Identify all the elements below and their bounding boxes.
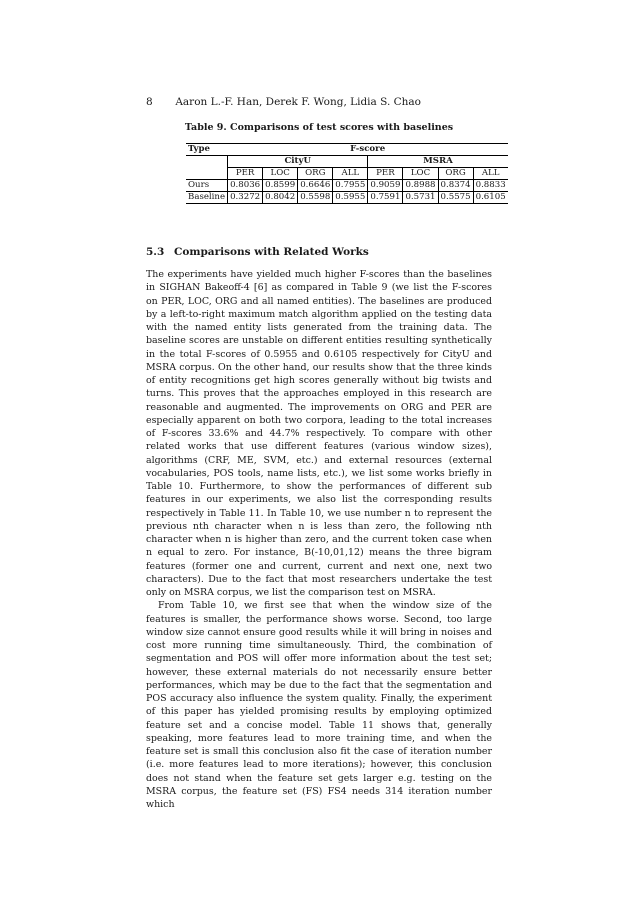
subcol-header: PER xyxy=(368,168,403,180)
table-cell: 0.6105 xyxy=(475,192,506,202)
table-cell: 0.5731 xyxy=(403,192,438,204)
body-text xyxy=(146,268,492,811)
table-cell: 0.5955 xyxy=(333,192,368,204)
table-cell: 0.8833 xyxy=(475,180,506,190)
type-header: Type xyxy=(188,144,210,154)
subcol-header: ORG xyxy=(438,168,473,180)
table-cell: 0.6646 xyxy=(298,180,333,192)
table-cell: 0.7591 xyxy=(368,192,403,204)
section-title: Comparisons with Related Works xyxy=(174,246,369,258)
table-cell: 0.8599 xyxy=(263,180,298,192)
table-cell: 0.8036 xyxy=(228,180,263,192)
table-cell: 0.3272 xyxy=(228,192,263,204)
table-cell: 0.7955 xyxy=(333,180,368,192)
group-msra: MSRA xyxy=(368,156,508,168)
comparison-table xyxy=(186,143,508,204)
subcol-header: ALL xyxy=(333,168,368,180)
header-authors: Aaron L.-F. Han, Derek F. Wong, Lidia S. Chao xyxy=(175,96,421,108)
section-number: 5.3 xyxy=(146,246,165,258)
paragraph: From Table 10, we first see that when the window size of the features is smaller, the performance shows worse. Second, too large window size cannot ensure good results while it will bring in noises and cost more running time simultaneously. Third, the combination of segmentation and POS will offer more information about the test set; however, these external materials do not necessarily ensure better performances, which may be due to the fact that the segmentation and POS accuracy also influence the system quality. Finally, the experiment of this paper has yielded promising results by employing optimized feature set and a concise model. Table 11 shows that, generally speaking, more features lead to more training time, and when the feature set is small this conclusion also fit the case of iteration number (i.e. more features lead to more iterations); however, this conclusion does not stand when the feature set gets larger e.g. testing on the MSRA corpus, the feature set (FS) FS4 needs 314 iteration number which xyxy=(146,600,492,810)
table-cell: 0.5598 xyxy=(298,192,333,204)
subcol-header: LOC xyxy=(263,168,298,180)
table-cell: 0.8374 xyxy=(438,180,473,192)
table-row xyxy=(186,180,508,192)
subcol-header: ORG xyxy=(298,168,333,180)
paragraph: The experiments have yielded much higher F-scores than the baselines in SIGHAN Bakeoff-4 [6] as compared in Table 9 (we list the F-scores on PER, LOC, ORG and all named entities). The baselines are produced by a left-to-right maximum match algorithm applied on the testing data with the named entity lists generated from the training data. The baseline scores are unstable on different entities resulting synthetically in the total F-scores of 0.5955 and 0.6105 respectively for CityU and MSRA corpus. On the other hand, our results show that the three kinds of entity recognitions get high scores generally without big twists and turns. This proves that the approaches employed in this research are reasonable and augmented. The improvements on ORG and PER are especially apparent on both two corpora, leading to the total increases of F-scores 33.6% and 44.7% respectively. To compare with other related works that use different features (various window sizes), algorithms (CRF, ME, SVM, etc.) and external resources (external vocabularies, POS tools, name lists, etc.), we list some works briefly in Table 10. Furthermore, to show the performances of different sub features in our experiments, we also list the corresponding results respectively in Table 11. In Table 10, we use number n to represent the previous nth character when n is less than zero, the following nth character when n is higher than zero, and the current token case when n equal to zero. For instance, B(-10,01,12) means the three bigram features (former one and current, current and next one, next two characters). Due to the fact that most researchers undertake the test only on MSRA corpus, we list the comparison test on MSRA. xyxy=(146,269,492,598)
table-caption: Table 9. Comparisons of test scores with baselines xyxy=(184,122,454,133)
table-row xyxy=(186,192,508,204)
section-heading xyxy=(146,246,369,258)
table-cell: 0.8988 xyxy=(403,180,438,192)
running-header xyxy=(146,96,421,108)
table-cell: 0.9059 xyxy=(368,180,403,192)
fscore-header: F-score xyxy=(350,144,386,154)
table-cell: 0.8042 xyxy=(263,192,298,204)
subcol-header: LOC xyxy=(403,168,438,180)
table-cell: 0.5575 xyxy=(438,192,473,204)
row-label: Ours xyxy=(186,180,228,192)
row-label: Baseline xyxy=(186,192,228,204)
page-number: 8 xyxy=(146,96,153,108)
group-cityu: CityU xyxy=(228,156,368,168)
subcol-header: ALL xyxy=(481,168,500,178)
subcol-header: PER xyxy=(228,168,263,180)
